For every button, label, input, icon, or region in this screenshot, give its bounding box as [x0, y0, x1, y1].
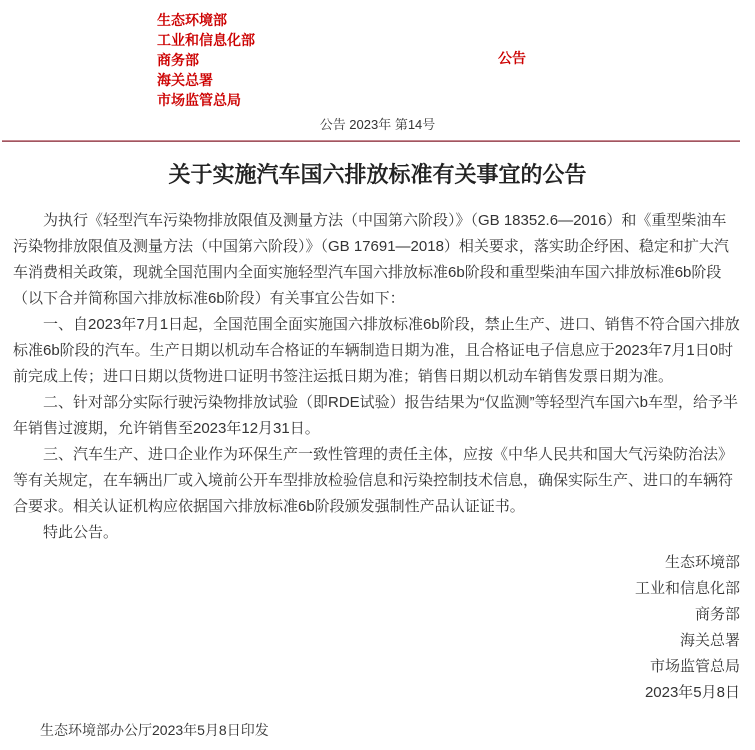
paragraph-item-1: 一、自2023年7月1日起，全国范围全面实施国六排放标准6b阶段，禁止生产、进口、销售不符合国六排放标准6b阶段的汽车。生产日期以机动车合格证的车辆制造日期为准，且合格证电子信息应于2023年7月1日0时前完成上传；进口日期以货物进口证明书签注运抵日期为准；销售日期以机动车销售发票日期为准。: [13, 316, 740, 385]
print-footer: 生态环境部办公厅2023年5月8日印发: [40, 722, 269, 738]
issuing-agency: 海关总署: [157, 72, 213, 88]
paragraph-intro: 为执行《轻型汽车污染物排放限值及测量方法（中国第六阶段）》（GB 18352.6—2016）和《重型柴油车污染物排放限值及测量方法（中国第六阶段）》（GB 17691—2018）相关要求，落实助企纾困、稳定和扩大汽车消费相关政策，现就全国范围内全面实施轻型汽车国六排放标准6b阶段和重型柴油车国六排放标准6b阶段（以下合并简称国六排放标准6b阶段）有关事宜公告如下：: [13, 212, 729, 307]
signature-agency: 生态环境部: [664, 554, 740, 571]
header: [0, 0, 755, 110]
notice-label: 公告: [498, 50, 526, 66]
issuing-agency: 商务部: [157, 52, 199, 68]
signature-agency: 市场监管总局: [649, 658, 740, 675]
paragraph-closing: 特此公告。: [43, 524, 119, 541]
paragraph-item-2: 二、针对部分实际行驶污染物排放试验（即RDE试验）报告结果为“仅监测”等轻型汽车国六b车型，给予半年销售过渡期，允许销售至2023年12月31日。: [13, 394, 739, 437]
signature-agency: 商务部: [694, 606, 740, 623]
signature-agency: 工业和信息化部: [634, 580, 740, 597]
issuing-agency: 生态环境部: [157, 12, 227, 28]
signature-block: [0, 550, 740, 706]
signature-date: 2023年5月8日: [644, 684, 740, 701]
page-title: 关于实施汽车国六排放标准有关事宜的公告: [168, 162, 587, 187]
issuing-agency: 市场监管总局: [157, 92, 241, 108]
paragraph-item-3: 三、汽车生产、进口企业作为环保生产一致性管理的责任主体，应按《中华人民共和国大气污染防治法》等有关规定，在车辆出厂或入境前公开车型排放检验信息和污染控制技术信息，确保实际生产、进口的车辆符合要求。相关认证机构应依据国六排放标准6b阶段颁发强制性产品认证证书。: [13, 446, 734, 515]
divider-line: [2, 140, 740, 142]
issuing-agencies-list: [157, 10, 755, 110]
signature-agency: 海关总署: [679, 632, 740, 649]
announcement-body: [13, 208, 740, 546]
issuing-agency: 工业和信息化部: [157, 32, 255, 48]
issue-number-line: 公告 2023年 第14号: [319, 117, 436, 132]
